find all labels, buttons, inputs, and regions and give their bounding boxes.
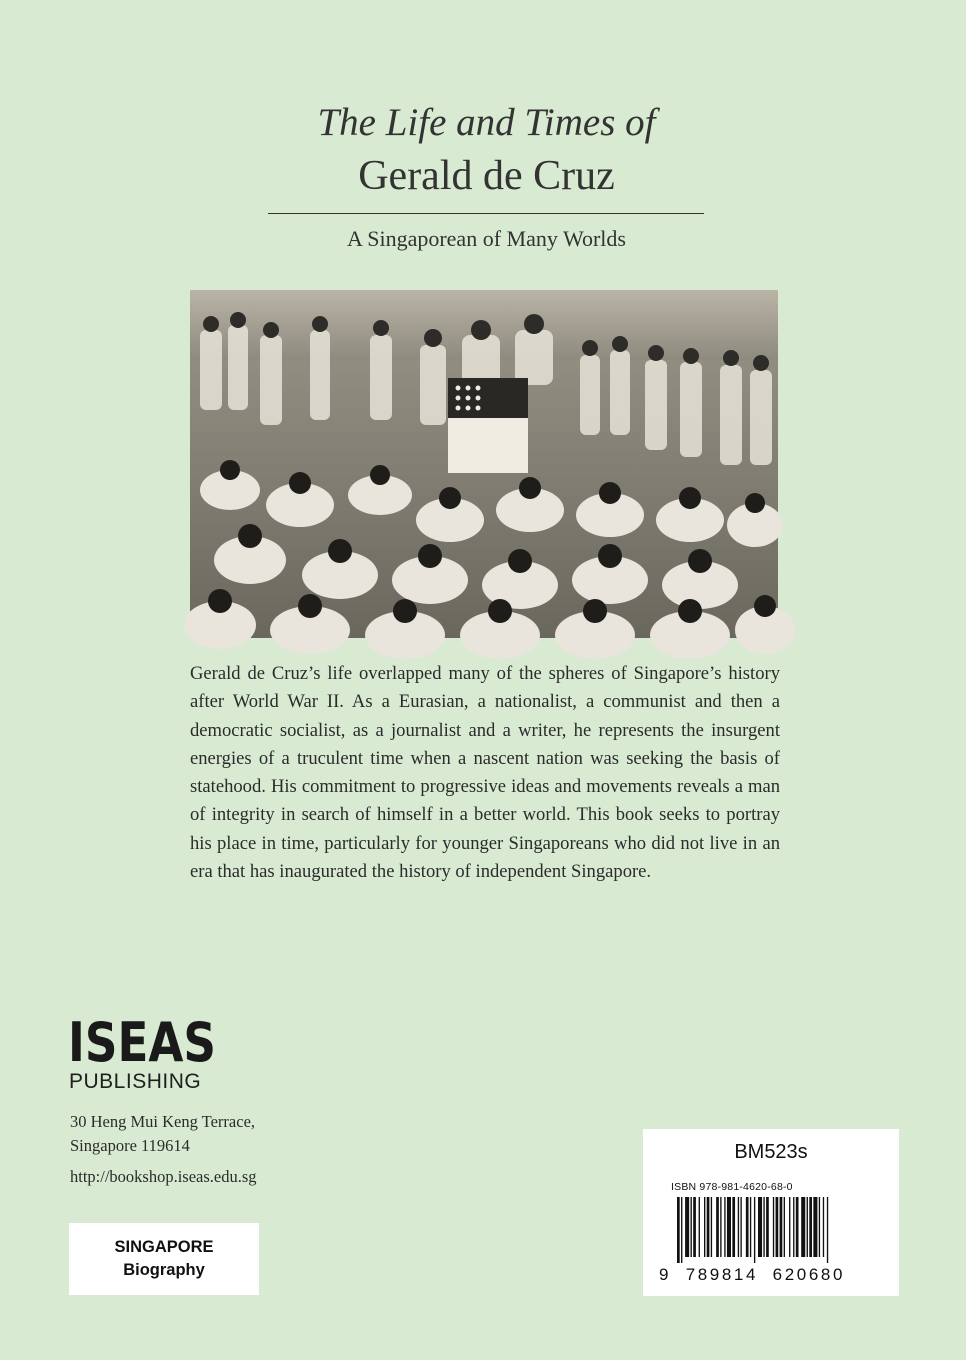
book-description: Gerald de Cruz’s life overlapped many of the spheres of Singapore’s history after World War II. As a Eurasian, a nationalist, a communist and then a democratic socialist, as a journalist and a writer, he represents the insurgent energies of a truculent time when a nascent nation was seeking the basis of statehood. His commitment to progressive ideas and movements reveals a man of integrity in search of himself in a better world. This book seeks to portray his place in time, particularly for younger Singaporeans who did not live in an era that has inaugurated the history of independent Singapore. (190, 663, 780, 883)
title-divider (268, 213, 704, 214)
publisher-url: http://bookshop.iseas.edu.sg (70, 1167, 257, 1186)
book-title: Gerald de Cruz (358, 153, 615, 199)
barcode-box (643, 1129, 899, 1296)
iseas-logo-text: ISEAS (68, 1011, 216, 1074)
book-code: BM523s (734, 1141, 808, 1163)
iseas-logo (68, 1011, 218, 1074)
category-line-1: SINGAPORE (114, 1238, 214, 1256)
title-line-1: The Life and Times of (317, 101, 656, 144)
cover-photograph (190, 290, 778, 638)
category-line-2: Biography (123, 1261, 205, 1279)
barcode-digits: 9 789814 620680 (659, 1265, 846, 1284)
address-line-2: Singapore 119614 (70, 1136, 190, 1155)
address-line-1: 30 Heng Mui Keng Terrace, (70, 1112, 256, 1131)
category-label (69, 1223, 259, 1295)
barcode-bars (677, 1197, 877, 1263)
book-subtitle: A Singaporean of Many Worlds (347, 226, 626, 251)
isbn-number: ISBN 978-981-4620-68-0 (671, 1181, 793, 1193)
publisher-name: PUBLISHING (69, 1070, 202, 1093)
publisher-address (70, 1110, 255, 1158)
